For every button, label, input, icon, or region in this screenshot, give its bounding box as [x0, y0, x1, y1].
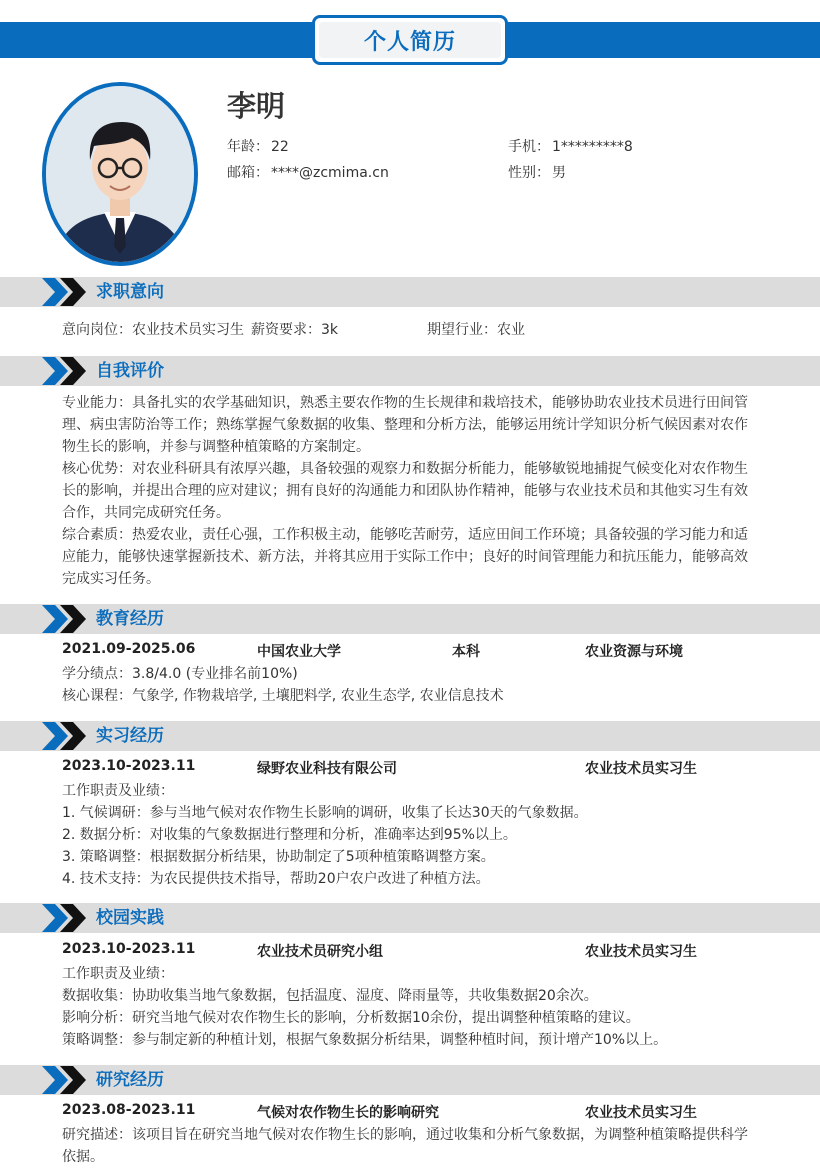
avatar-illustration: [46, 86, 194, 262]
age-info: [227, 136, 289, 156]
internship-row: [0, 758, 820, 780]
gender-value: 男: [552, 165, 566, 181]
age-value: 22: [271, 139, 289, 155]
education-row: [0, 641, 820, 663]
self-eval-text: [62, 392, 760, 590]
internship-role: 农业技术员实习生: [585, 761, 697, 777]
education-gpa: 学分绩点：3.8/4.0 (专业排名前10%): [62, 666, 298, 682]
list-item: 影响分析：研究当地气候对农作物生长的影响，分析数据10余份，提出调整种植策略的建议。: [62, 1010, 640, 1026]
internship-period: 2023.10-2023.11: [62, 758, 196, 774]
intent-position: 意向岗位：农业技术员实习生: [62, 322, 244, 338]
resume-title: 个人简历: [319, 22, 501, 58]
list-item: 1. 气候调研：参与当地气候对农作物生长影响的调研，收集了长达30天的气象数据。: [62, 805, 588, 821]
section-header-internship: [0, 721, 820, 751]
gender-label: 性别：: [508, 165, 550, 181]
campus-period: 2023.10-2023.11: [62, 941, 196, 957]
email-value: ****@zcmima.cn: [271, 165, 389, 181]
section-header-education: [0, 604, 820, 634]
research-project: 气候对农作物生长的影响研究: [257, 1105, 439, 1121]
candidate-name: 李明: [227, 89, 286, 123]
section-title: 教育经历: [96, 609, 164, 629]
self-eval-paragraph: 综合素质：热爱农业，责任心强，工作积极主动，能够吃苦耐劳，适应田间工作环境；具备较强的学习能力和适应能力，能够快速掌握新技术、新方法，并将其应用于实际工作中；良好的时间管理能力和抗压能力，能够高效完成实习任务。: [62, 527, 748, 587]
campus-details: [62, 963, 667, 1051]
intent-salary: 薪资要求：3k: [251, 322, 339, 338]
section-header-research: [0, 1065, 820, 1095]
age-label: 年龄：: [227, 139, 269, 155]
education-period: 2021.09-2025.06: [62, 641, 196, 657]
list-item: 数据收集：协助收集当地气象数据，包括温度、湿度、降雨量等，共收集数据20余次。: [62, 988, 598, 1004]
internship-intro: 工作职责及业绩：: [62, 783, 174, 799]
section-title: 自我评价: [96, 361, 164, 381]
campus-row: [0, 941, 820, 963]
section-header-campus: [0, 903, 820, 933]
section-title: 求职意向: [96, 282, 164, 302]
internship-company: 绿野农业科技有限公司: [257, 761, 397, 777]
section-title: 校园实践: [96, 908, 164, 928]
double-chevron-right-icon: [40, 721, 90, 751]
self-eval-paragraph: 专业能力：具备扎实的农学基础知识，熟悉主要农作物的生长规律和栽培技术，能够协助农业技术员进行田间管理、病虫害防治等工作；熟练掌握气象数据的收集、整理和分析方法，能够运用统计学知识分析气候因素对农作物生长的影响，并参与调整种植策略的方案制定。: [62, 395, 748, 455]
email-label: 邮箱：: [227, 165, 269, 181]
resume-title-box: [312, 15, 508, 65]
double-chevron-right-icon: [40, 604, 90, 634]
section-title: 实习经历: [96, 726, 164, 746]
intent-industry: 期望行业：农业: [427, 322, 525, 338]
self-eval-paragraph: 核心优势：对农业科研具有浓厚兴趣，具备较强的观察力和数据分析能力，能够敏锐地捕捉气候变化对农作物生长的影响，并提出合理的应对建议；拥有良好的沟通能力和团队协作精神，能够与农业技术员和其他实习生有效合作，共同完成研究任务。: [62, 461, 748, 521]
research-row: [0, 1102, 820, 1124]
list-item: 3. 策略调整：根据数据分析结果，协助制定了5项种植策略调整方案。: [62, 849, 495, 865]
list-item: 4. 技术支持：为农民提供技术指导，帮助20户农户改进了种植方法。: [62, 871, 490, 887]
research-period: 2023.08-2023.11: [62, 1102, 196, 1118]
campus-org: 农业技术员研究小组: [257, 944, 383, 960]
section-header-job-intent: [0, 277, 820, 307]
internship-details: [62, 780, 588, 890]
section-title: 研究经历: [96, 1070, 164, 1090]
campus-role: 农业技术员实习生: [585, 944, 697, 960]
double-chevron-right-icon: [40, 277, 90, 307]
research-role: 农业技术员实习生: [585, 1105, 697, 1121]
phone-value: 1*********8: [552, 139, 633, 155]
double-chevron-right-icon: [40, 356, 90, 386]
education-courses: 核心课程：气象学, 作物栽培学, 土壤肥料学, 农业生态学, 农业信息技术: [62, 688, 504, 704]
education-major: 农业资源与环境: [585, 644, 683, 660]
education-details: [62, 663, 504, 707]
gender-info: [508, 162, 566, 182]
phone-label: 手机：: [508, 139, 550, 155]
email-info: [227, 162, 389, 182]
research-description: 研究描述：该项目旨在研究当地气候对农作物生长的影响，通过收集和分析气象数据，为调整种植策略提供科学依据。: [62, 1127, 748, 1165]
education-school: 中国农业大学: [257, 644, 341, 660]
phone-info: [508, 136, 633, 156]
list-item: 策略调整：参与制定新的种植计划，根据气象数据分析结果，调整种植时间，预计增产10%以上。: [62, 1032, 668, 1048]
double-chevron-right-icon: [40, 1065, 90, 1095]
double-chevron-right-icon: [40, 903, 90, 933]
campus-intro: 工作职责及业绩：: [62, 966, 174, 982]
profile-photo: [42, 82, 198, 266]
section-header-self-eval: [0, 356, 820, 386]
list-item: 2. 数据分析：对收集的气象数据进行整理和分析，准确率达到95%以上。: [62, 827, 517, 843]
education-degree: 本科: [452, 644, 480, 660]
